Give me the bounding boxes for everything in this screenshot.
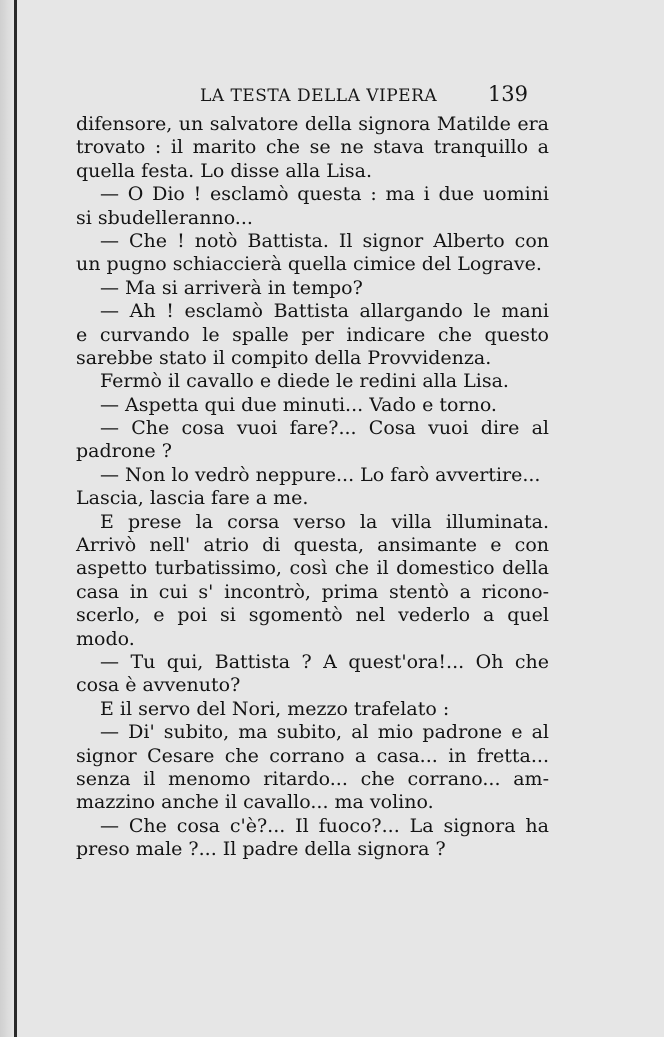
- page-number: 139: [487, 82, 528, 106]
- text-line: modo.: [76, 627, 135, 650]
- text-line: trovato : il marito che se ne stava tranquillo a: [76, 136, 549, 159]
- text-line: aspetto turbatissimo, così che il domestico della: [76, 557, 549, 580]
- text-line: signor Cesare che corrano a casa... in fretta...: [76, 744, 549, 767]
- text-line: — Ah ! esclamò Battista allargando le mani: [100, 300, 549, 323]
- running-header: [200, 80, 540, 110]
- text-line: — Di' subito, ma subito, al mio padrone e al: [100, 721, 549, 744]
- text-line: preso male ?... Il padre della signora ?: [76, 838, 446, 861]
- text-line: difensore, un salvatore della signora Matilde era: [76, 113, 549, 135]
- running-title: LA TESTA DELLA VIPERA: [200, 86, 438, 106]
- page-gutter-shadow: [0, 0, 14, 1037]
- text-line: E il servo del Nori, mezzo trafelato :: [100, 697, 450, 720]
- text-line: Lascia, lascia fare a me.: [76, 487, 309, 510]
- text-line: Arrivò nell' atrio di questa, ansimante e con: [76, 534, 549, 557]
- text-line: — Tu qui, Battista ? A quest'ora!... Oh che: [100, 650, 549, 673]
- text-line: Fermò il cavallo e diede le redini alla Lisa.: [100, 370, 509, 393]
- text-line: senza il menomo ritardo... che corrano... am-: [76, 767, 549, 790]
- text-line: sarebbe stato il compito della Provvidenza.: [76, 346, 492, 369]
- text-line: casa in cui s' incontrò, prima stentò a ricono-: [76, 580, 549, 603]
- text-line: — Che ! notò Battista. Il signor Alberto con: [100, 229, 549, 252]
- text-line: padrone ?: [76, 440, 172, 463]
- text-line: scerlo, e poi si sgomentò nel vederlo a quel: [76, 604, 549, 627]
- page-spine-line: [14, 0, 17, 1037]
- text-line: cosa è avvenuto?: [76, 674, 241, 697]
- text-line: quella festa. Lo disse alla Lisa.: [76, 159, 373, 182]
- text-line: E prese la corsa verso la villa illuminata.: [100, 510, 549, 533]
- body-text: [76, 113, 549, 862]
- text-line: — Che cosa c'è?... Il fuoco?... La signora ha: [100, 814, 549, 837]
- text-line: — O Dio ! esclamò questa : ma i due uomini: [100, 183, 549, 206]
- text-line: mazzino anche il cavallo... ma volino.: [76, 791, 434, 814]
- text-line: si sbudelleranno...: [76, 206, 253, 229]
- text-line: — Aspetta qui due minuti... Vado e torno.: [100, 393, 497, 416]
- text-line: e curvando le spalle per indicare che questo: [76, 323, 549, 346]
- text-line: — Non lo vedrò neppure... Lo farò avvertire...: [100, 463, 541, 486]
- text-line: — Ma si arriverà in tempo?: [100, 276, 363, 299]
- text-line: — Che cosa vuoi fare?... Cosa vuoi dire al: [100, 417, 549, 440]
- text-line: un pugno schiaccierà quella cimice del Lograve.: [76, 253, 542, 276]
